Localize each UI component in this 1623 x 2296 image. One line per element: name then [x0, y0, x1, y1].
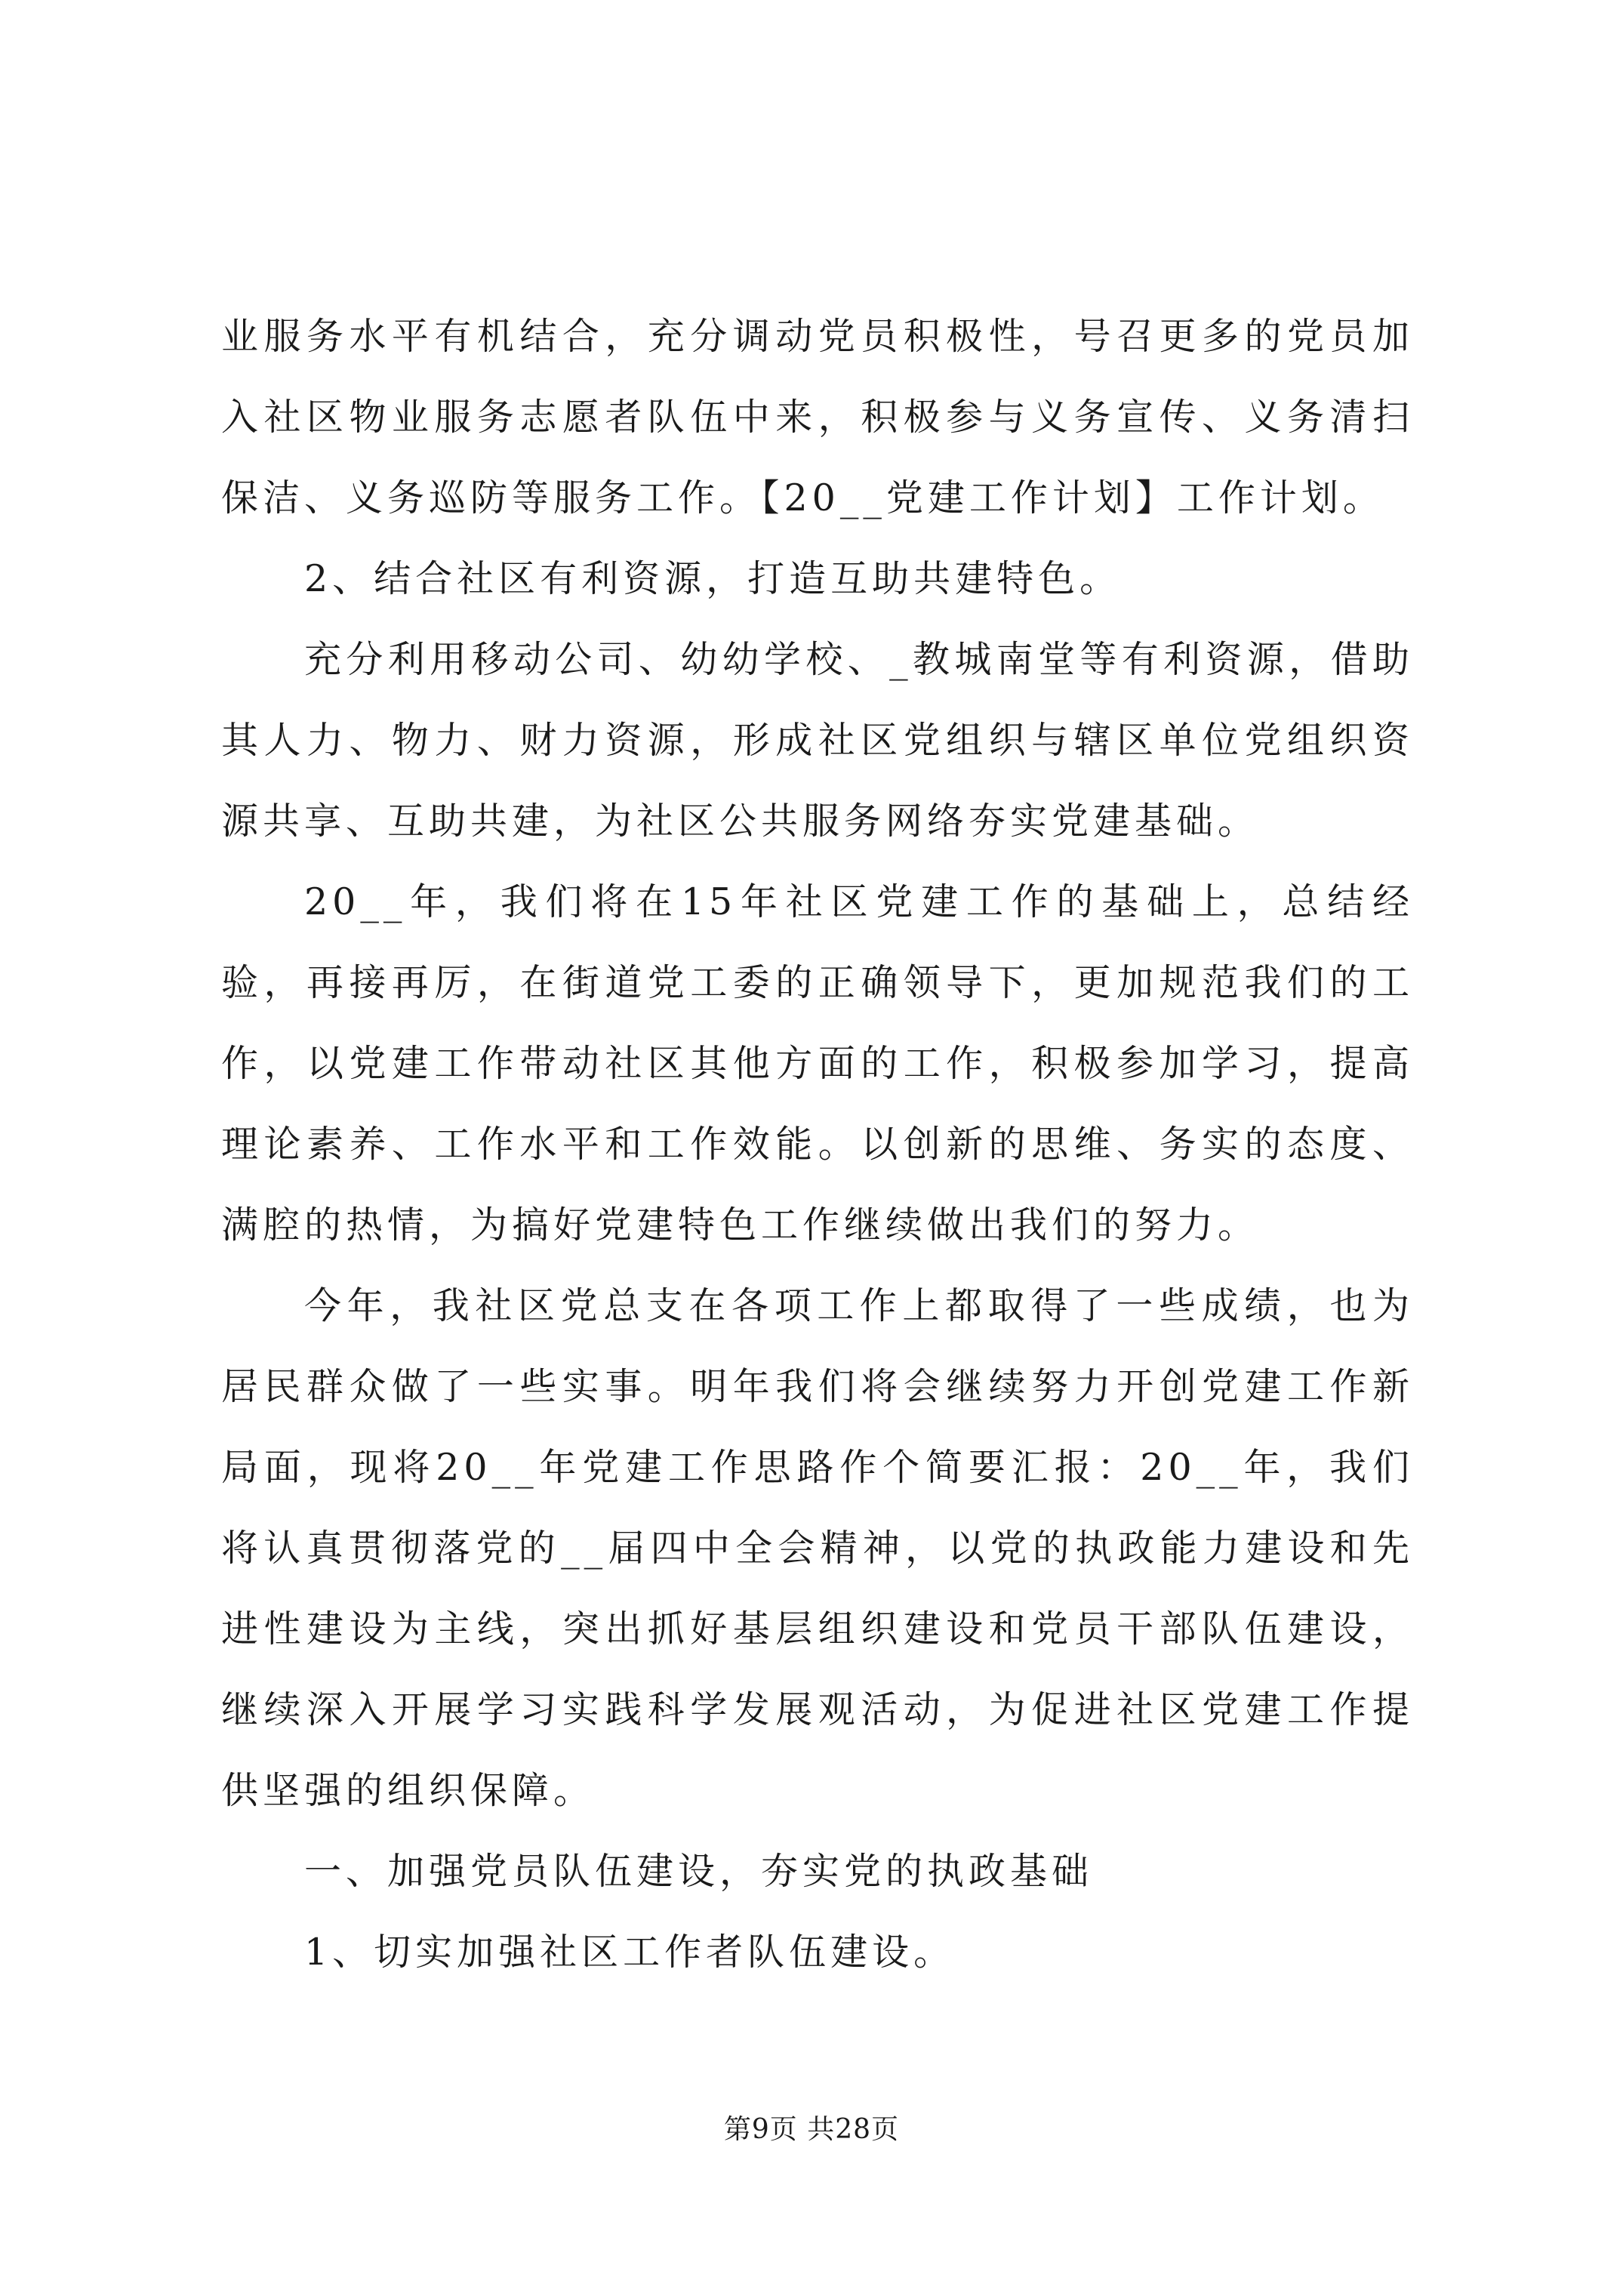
paragraph-continuation: 业服务水平有机结合，充分调动党员积极性，号召更多的党员加入社区物业服务志愿者队伍中来，积极参与义务宣传、义务清扫保洁、义务巡防等服务工作。【20__党建工作计划】工作计划。 [221, 315, 1414, 519]
paragraph-resources: 充分利用移动公司、幼幼学校、_教城南堂等有利资源，借助其人力、物力、财力资源，形成社区党组织与辖区单位党组织资源共享、互助共建，为社区公共服务网络夯实党建基础。 [221, 638, 1414, 843]
document-body [221, 296, 1414, 1992]
paragraph-next-year: 20__年，我们将在15年社区党建工作的基础上，总结经验，再接再厉，在街道党工委的正确领导下，更加规范我们的工作，以党建工作带动社区其他方面的工作，积极参加学习，提高理论素养、工作水平和工作效能。以创新的思维、务实的态度、满腔的热情，为搞好党建特色工作继续做出我们的努力。 [221, 880, 1414, 1247]
paragraph-item-1: 1、切实加强社区工作者队伍建设。 [304, 1931, 956, 1974]
section-heading-1: 一、加强党员队伍建设，夯实党的执政基础 [304, 1850, 1094, 1893]
page-number-footer: 第9页 共28页 [723, 2114, 900, 2145]
paragraph-this-year: 今年，我社区党总支在各项工作上都取得了一些成绩，也为居民群众做了一些实事。明年我们将会继续努力开创党建工作新局面，现将20__年党建工作思路作个简要汇报：20__年，我们将认真贯彻落党的__届四中全会精神，以党的执政能力建设和先进性建设为主线，突出抓好基层组织建设和党员干部队伍建设，继续深入开展学习实践科学发展观活动，为促进社区党建工作提供坚强的组织保障。 [221, 1284, 1414, 1812]
paragraph-item-2: 2、结合社区有利资源，打造互助共建特色。 [304, 557, 1122, 600]
